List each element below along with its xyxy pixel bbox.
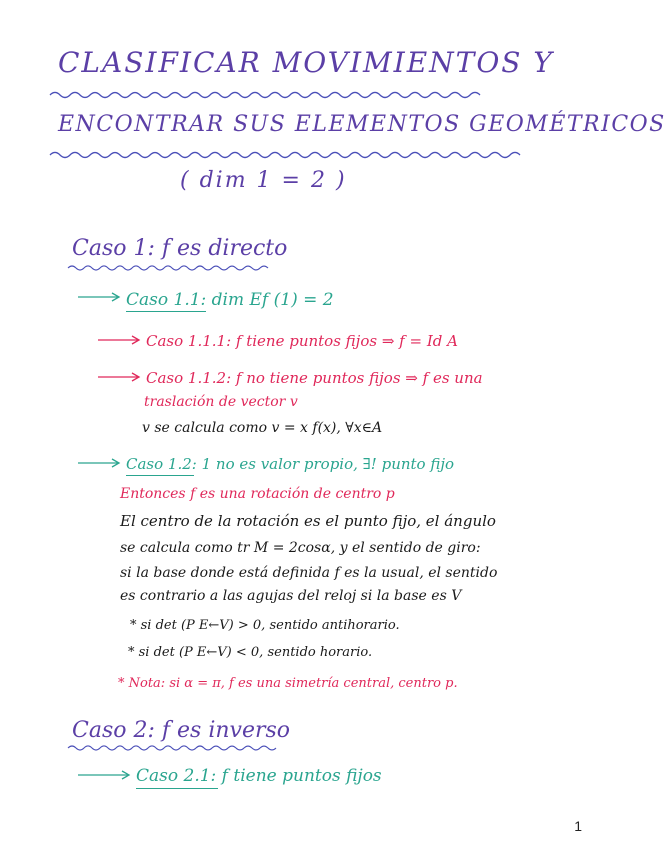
caso112-line1: Caso 1.1.2: f no tiene puntos fijos ⇒ f es una: [146, 369, 483, 387]
caso111-text: Caso 1.1.1: f tiene puntos fijos ⇒ f = Id A: [146, 332, 458, 350]
caso1-heading: Caso 1: f es directo: [72, 236, 288, 261]
arrow-icon: [98, 333, 142, 347]
arrow-icon: [78, 290, 122, 304]
caso11-heading: Caso 1.1: dim Ef (1) = 2: [126, 290, 334, 310]
caso12-note: * Nota: si α = π, f es una simetría central, centro p.: [118, 676, 458, 691]
page-number: 1: [574, 818, 582, 834]
caso21-text: Caso 2.1: f tiene puntos fijos: [136, 766, 382, 786]
caso12-heading: Caso 1.2: 1 no es valor propio, ∃! punto fijo: [126, 455, 455, 473]
arrow-icon: [78, 456, 122, 470]
arrow-icon: [98, 370, 142, 384]
caso21-underline: [136, 788, 218, 789]
title-line-2: ENCONTRAR SUS ELEMENTOS GEOMÉTRICOS: [58, 112, 666, 137]
title-line-1: CLASIFICAR MOVIMIENTOS Y: [58, 46, 554, 79]
caso12-underline: [126, 475, 194, 476]
title-line-3: ( dim 1 = 2 ): [180, 168, 347, 193]
caso112-line2: traslación de vector v: [144, 394, 298, 410]
title-underline-2: [50, 150, 520, 160]
caso11-underline: [126, 311, 206, 312]
caso1-underline: [68, 264, 274, 274]
caso12-line2: El centro de la rotación es el punto fijo, el ángulo: [120, 512, 496, 530]
caso12-bullet2: * si det (P E←V) < 0, sentido horario.: [128, 645, 373, 660]
caso2-underline: [68, 744, 282, 754]
caso112-line3: v se calcula como v = x f(x), ∀x∈A: [142, 420, 383, 436]
arrow-icon: [78, 768, 132, 782]
caso12-line5: es contrario a las agujas del reloj si la base es V: [120, 588, 462, 604]
title-underline-1: [50, 90, 480, 100]
caso12-line4: si la base donde está definida f es la usual, el sentido: [120, 565, 498, 581]
caso12-line1: Entonces f es una rotación de centro p: [120, 486, 395, 502]
caso12-bullet1: * si det (P E←V) > 0, sentido antihorario.: [130, 618, 400, 633]
caso2-heading: Caso 2: f es inverso: [72, 718, 291, 743]
caso12-line3: se calcula como tr M = 2cosα, y el sentido de giro:: [120, 540, 481, 556]
